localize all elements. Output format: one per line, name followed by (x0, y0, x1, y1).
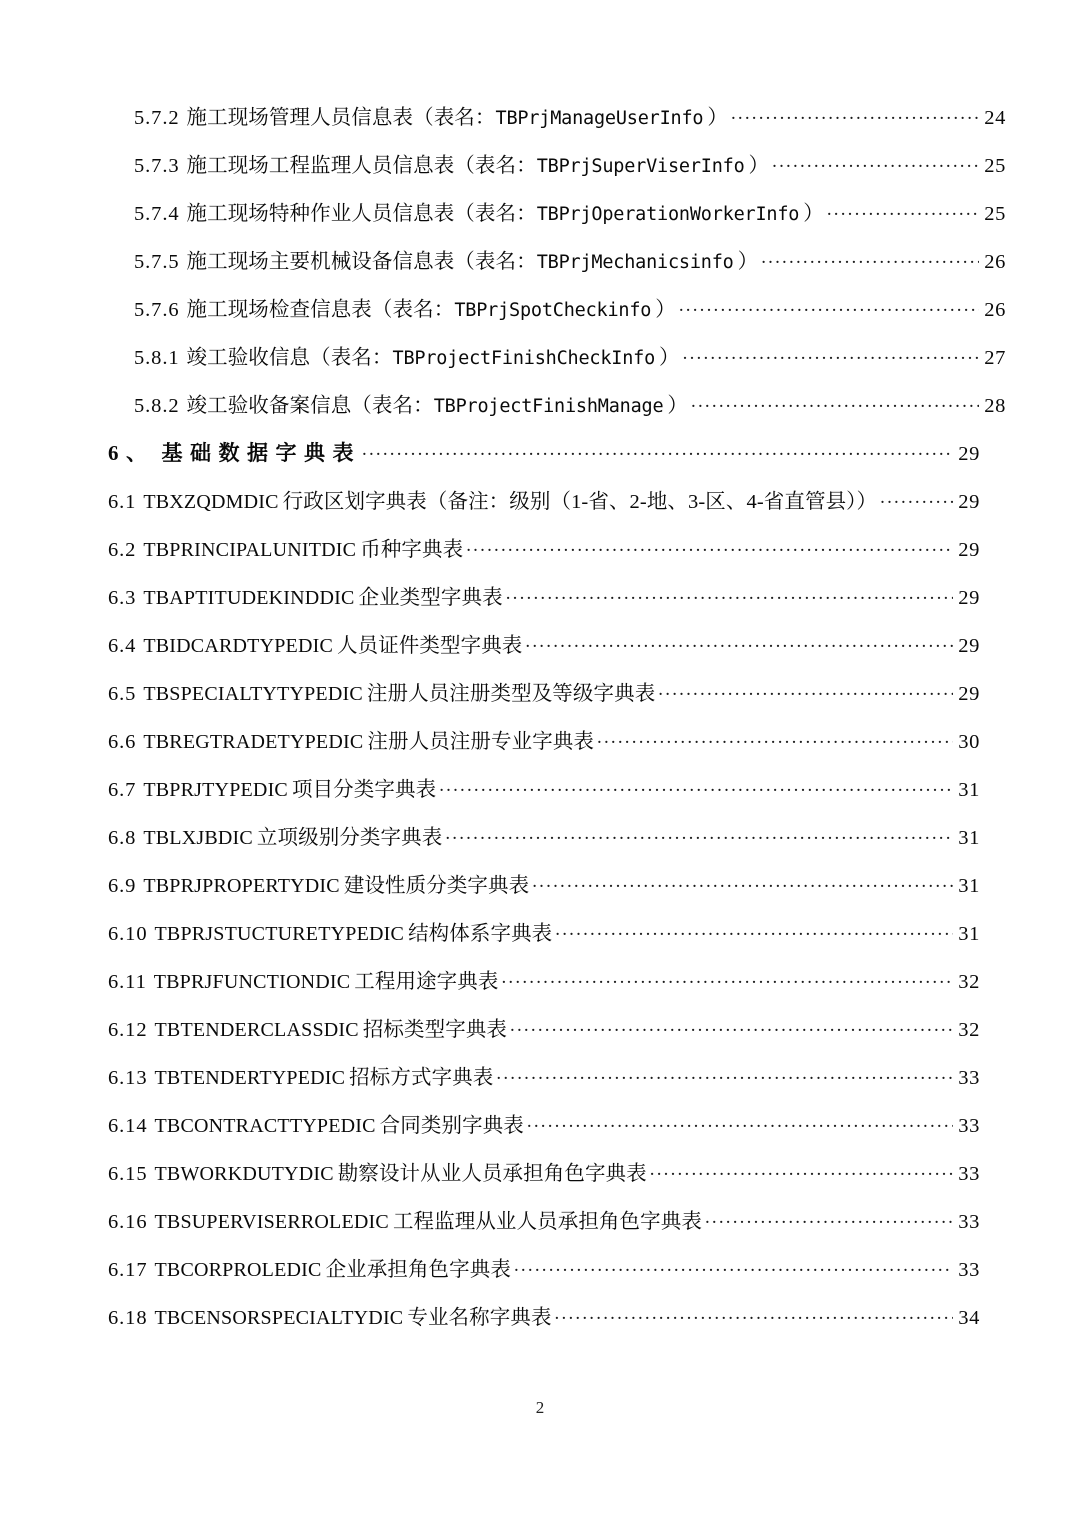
toc-entry[interactable] (108, 488, 980, 536)
toc-entry-title-suffix: ） (737, 251, 759, 273)
toc-leader-dots (679, 296, 979, 316)
toc-leader-dots (439, 776, 953, 796)
toc-entry-label (108, 1260, 513, 1281)
toc-entry-table-name: TBSPECIALTYTYPEDIC (143, 683, 363, 705)
toc-leader-dots (510, 1016, 953, 1036)
toc-entry-page-number: 29 (958, 443, 980, 465)
toc-entry-number: 6.13 (108, 1067, 148, 1089)
toc-entry-label (134, 108, 730, 129)
toc-entry-table-name: TBPRJTYPEDIC (143, 779, 288, 801)
toc-leader-dots (501, 968, 953, 988)
toc-entry-label (134, 204, 826, 225)
toc-entry-label (134, 156, 771, 177)
toc-entry[interactable] (108, 440, 980, 488)
toc-entry-number: 6.5 (108, 683, 137, 705)
toc-entry-page-number: 31 (958, 827, 980, 849)
toc-entry-page-number: 31 (958, 779, 980, 801)
toc-entry-page-number: 29 (958, 683, 980, 705)
toc-leader-dots (705, 1208, 953, 1228)
toc-entry-title-suffix: 人员证件类型字典表 (337, 635, 523, 657)
toc-entry-title-suffix: ） (655, 299, 676, 321)
toc-leader-dots (514, 1256, 953, 1276)
toc-entry-number: 6.15 (108, 1163, 148, 1185)
toc-entry-label (108, 636, 524, 657)
toc-entry-page-number: 25 (984, 155, 1006, 177)
toc-entry-title-suffix: 工程用途字典表 (354, 971, 499, 993)
toc-entry-title-suffix: 结构体系字典表 (408, 923, 553, 945)
toc-entry-label (108, 588, 505, 609)
toc-entry-table-name: TBPrjOperationWorkerInfo (536, 204, 800, 225)
toc-entry-title-suffix: 币种字典表 (360, 539, 464, 561)
toc-entry-title: 施工现场工程监理人员信息表（表名： (186, 155, 537, 177)
toc-entry-number: 5.7.5 (134, 251, 180, 273)
toc-entry-page-number: 27 (984, 347, 1006, 369)
toc-entry[interactable] (108, 968, 980, 1016)
toc-entry-title-suffix: ） (748, 155, 770, 177)
toc-entry-table-name: TBXZQDMDIC (143, 491, 279, 513)
toc-entry-table-name: TBTENDERTYPEDIC (154, 1067, 346, 1089)
toc-leader-dots (445, 824, 953, 844)
toc-entry-table-name: TBPRJPROPERTYDIC (143, 875, 340, 897)
toc-entry-page-number: 33 (958, 1163, 980, 1185)
toc-leader-dots (525, 632, 953, 652)
toc-entry[interactable] (108, 152, 1006, 200)
toc-entry-number: 6.9 (108, 875, 137, 897)
toc-entry-number: 6.8 (108, 827, 137, 849)
toc-entry-label (108, 1164, 649, 1185)
toc-entry-number: 6.16 (108, 1211, 148, 1233)
toc-entry-number: 5.7.2 (134, 107, 180, 129)
toc-entry-table-name: TBWORKDUTYDIC (154, 1163, 334, 1185)
toc-leader-dots (527, 1112, 953, 1132)
toc-entry-table-name: TBCORPROLEDIC (154, 1259, 322, 1281)
toc-entry-page-number: 31 (958, 923, 980, 945)
toc-leader-dots (658, 680, 953, 700)
toc-entry-number: 6.12 (108, 1019, 148, 1041)
toc-entry-table-name: TBREGTRADETYPEDIC (143, 731, 364, 753)
toc-entry-page-number: 33 (958, 1115, 980, 1137)
toc-entry-number: 5.7.3 (134, 155, 180, 177)
toc-entry-page-number: 26 (984, 299, 1006, 321)
toc-entry[interactable] (108, 1304, 980, 1352)
toc-entry-label (134, 300, 678, 321)
toc-entry[interactable] (108, 1064, 980, 1112)
toc-entry-title-suffix: 立项级别分类字典表 (256, 827, 443, 849)
toc-entry-page-number: 33 (958, 1259, 980, 1281)
toc-entry-number: 6.1 (108, 491, 137, 513)
toc-entry-page-number: 33 (958, 1067, 980, 1089)
toc-entry-label (108, 732, 596, 753)
toc-entry-number: 5.8.2 (134, 395, 180, 417)
toc-entry-number: 5.7.4 (134, 203, 180, 225)
toc-entry-number: 6.14 (108, 1115, 148, 1137)
toc-entry-title-suffix: 勘察设计从业人员承担角色字典表 (337, 1163, 647, 1185)
toc-entry-title-suffix: 项目分类字典表 (291, 779, 437, 801)
toc-entry-page-number: 33 (958, 1211, 980, 1233)
toc-entry[interactable] (108, 872, 980, 920)
toc-entry-label (108, 1116, 526, 1137)
toc-entry-title-suffix: ） (803, 203, 824, 225)
toc-entry-number: 6.6 (108, 731, 137, 753)
toc-entry-title: 施工现场管理人员信息表（表名： (186, 107, 496, 129)
toc-entry-label (108, 1020, 509, 1041)
toc-entry-label (108, 876, 531, 897)
toc-entry-title: 施工现场特种作业人员信息表（表名： (186, 203, 537, 225)
toc-entry-table-name: TBPRJSTUCTURETYPEDIC (154, 923, 405, 945)
toc-entry-title: 竣工验收信息（表名： (186, 347, 393, 369)
toc-entry-title-suffix: 专业名称字典表 (407, 1307, 552, 1329)
toc-entry-label (108, 540, 465, 561)
toc-entry-label (108, 443, 361, 464)
toc-entry[interactable] (108, 1160, 980, 1208)
toc-entry[interactable] (108, 680, 980, 728)
toc-entry-page-number: 29 (958, 587, 980, 609)
toc-entry[interactable] (108, 248, 1006, 296)
toc-entry-number: 6.4 (108, 635, 137, 657)
toc-entry-page-number: 29 (958, 539, 980, 561)
toc-entry[interactable] (108, 584, 980, 632)
toc-entry-title-suffix: 合同类别字典表 (379, 1115, 524, 1137)
toc-entry-title: 基础数据字典表 (161, 441, 361, 465)
toc-entry[interactable] (108, 776, 980, 824)
toc-entry-label (108, 780, 438, 801)
toc-entry-table-name: TBAPTITUDEKINDDIC (143, 587, 355, 609)
toc-entry-table-name: TBPrjSuperViserInfo (536, 156, 745, 177)
toc-entry[interactable] (108, 536, 980, 584)
toc-entry-table-name: TBIDCARDTYPEDIC (143, 635, 333, 657)
toc-leader-dots (532, 872, 953, 892)
toc-entry[interactable] (108, 296, 1006, 344)
toc-entry-label (108, 828, 444, 849)
toc-leader-dots (650, 1160, 953, 1180)
toc-entry-label (108, 1308, 554, 1329)
toc-entry-number: 6.7 (108, 779, 137, 801)
toc-entry[interactable] (108, 920, 980, 968)
toc-entry-number: 6.2 (108, 539, 137, 561)
toc-entry[interactable] (108, 824, 980, 872)
toc-entry-table-name: TBCONTRACTTYPEDIC (154, 1115, 376, 1137)
toc-entry-title-suffix: 招标方式字典表 (349, 1067, 494, 1089)
toc-entry-label (108, 972, 500, 993)
toc-entry-title-suffix: ） (667, 395, 689, 417)
toc-entry[interactable] (108, 104, 1006, 152)
toc-entry-label (134, 252, 760, 273)
toc-entry-table-name: TBSUPERVISERROLEDIC (154, 1211, 389, 1233)
toc-entry-table-name: TBProjectFinishManage (433, 396, 664, 417)
toc-entry[interactable] (108, 1256, 980, 1304)
toc-entry-table-name: TBPrjMechanicsinfo (536, 252, 734, 273)
toc-entry-page-number: 34 (958, 1307, 980, 1329)
toc-leader-dots (466, 536, 953, 556)
toc-entry-page-number: 32 (958, 971, 980, 993)
toc-leader-dots (761, 248, 979, 268)
toc-entry[interactable] (108, 344, 1006, 392)
toc-entry-title-suffix: 招标类型字典表 (362, 1019, 508, 1041)
toc-entry[interactable] (108, 728, 980, 776)
toc-leader-dots (362, 440, 953, 460)
toc-entry[interactable] (108, 200, 1006, 248)
toc-entry-title: 施工现场主要机械设备信息表（表名： (186, 251, 537, 273)
toc-entry-number: 6.18 (108, 1307, 148, 1329)
toc-entry-number: 5.7.6 (134, 299, 180, 321)
toc-entry-title-suffix: 建设性质分类字典表 (343, 875, 530, 897)
toc-entry-number: 6.17 (108, 1259, 148, 1281)
toc-entry-number: 6.10 (108, 923, 148, 945)
toc-entry-table-name: TBPrjManageUserInfo (495, 108, 704, 129)
toc-entry-title-suffix: 企业类型字典表 (358, 587, 503, 609)
toc-entry[interactable] (108, 632, 980, 680)
toc-entry-page-number: 30 (958, 731, 980, 753)
toc-entry-label (108, 924, 554, 945)
toc-entry-page-number: 31 (958, 875, 980, 897)
toc-entry[interactable] (108, 392, 1006, 440)
toc-entry-number: 6、 (108, 441, 155, 465)
toc-entry-title: 施工现场检查信息表（表名： (186, 299, 455, 321)
toc-entry-label (108, 1068, 495, 1089)
toc-entry-title-suffix: 行政区划字典表（备注：级别（1-省、2-地、3-区、4-省直管县）） (282, 491, 878, 513)
toc-entry-label (108, 684, 657, 705)
toc-entry-title-suffix: 注册人员注册类型及等级字典表 (366, 683, 656, 705)
toc-entry-table-name: TBPRJFUNCTIONDIC (153, 971, 351, 993)
toc-entry-page-number: 29 (958, 491, 980, 513)
toc-leader-dots (555, 920, 953, 940)
toc-entry-number: 6.3 (108, 587, 137, 609)
toc-leader-dots (731, 104, 979, 124)
table-of-contents (108, 104, 1006, 1352)
toc-entry-title-suffix: 企业承担角色字典表 (325, 1259, 511, 1281)
toc-leader-dots (506, 584, 953, 604)
toc-leader-dots (827, 200, 979, 220)
toc-entry-page-number: 26 (984, 251, 1006, 273)
toc-leader-dots (555, 1304, 953, 1324)
toc-leader-dots (683, 344, 979, 364)
toc-entry[interactable] (108, 1112, 980, 1160)
toc-entry-page-number: 25 (984, 203, 1006, 225)
toc-entry-table-name: TBTENDERCLASSDIC (154, 1019, 359, 1041)
toc-entry-title-suffix: 工程监理从业人员承担角色字典表 (392, 1211, 702, 1233)
toc-entry-label (134, 396, 690, 417)
toc-entry-table-name: TBPrjSpotCheckinfo (454, 300, 652, 321)
toc-leader-dots (691, 392, 979, 412)
toc-entry-label (108, 1212, 704, 1233)
toc-entry-table-name: TBCENSORSPECIALTYDIC (154, 1307, 404, 1329)
toc-leader-dots (772, 152, 979, 172)
toc-entry-table-name: TBPRINCIPALUNITDIC (143, 539, 357, 561)
toc-entry-number: 5.8.1 (134, 347, 180, 369)
toc-entry-label (134, 348, 682, 369)
toc-entry-table-name: TBProjectFinishCheckInfo (392, 348, 656, 369)
toc-entry-number: 6.11 (108, 971, 147, 993)
toc-entry-table-name: TBLXJBDIC (143, 827, 253, 849)
toc-leader-dots (880, 488, 953, 508)
toc-entry-page-number: 29 (958, 635, 980, 657)
toc-entry[interactable] (108, 1016, 980, 1064)
toc-entry-title-suffix: ） (707, 107, 728, 129)
toc-entry[interactable] (108, 1208, 980, 1256)
toc-entry-title-suffix: ） (659, 347, 680, 369)
toc-entry-page-number: 32 (958, 1019, 980, 1041)
toc-entry-label (108, 492, 879, 513)
page-number: 2 (535, 1398, 545, 1417)
toc-entry-page-number: 24 (984, 107, 1006, 129)
toc-entry-page-number: 28 (984, 395, 1006, 417)
toc-leader-dots (597, 728, 953, 748)
toc-entry-title: 竣工验收备案信息（表名： (186, 395, 434, 417)
toc-entry-title-suffix: 注册人员注册专业字典表 (367, 731, 594, 753)
toc-leader-dots (496, 1064, 953, 1084)
